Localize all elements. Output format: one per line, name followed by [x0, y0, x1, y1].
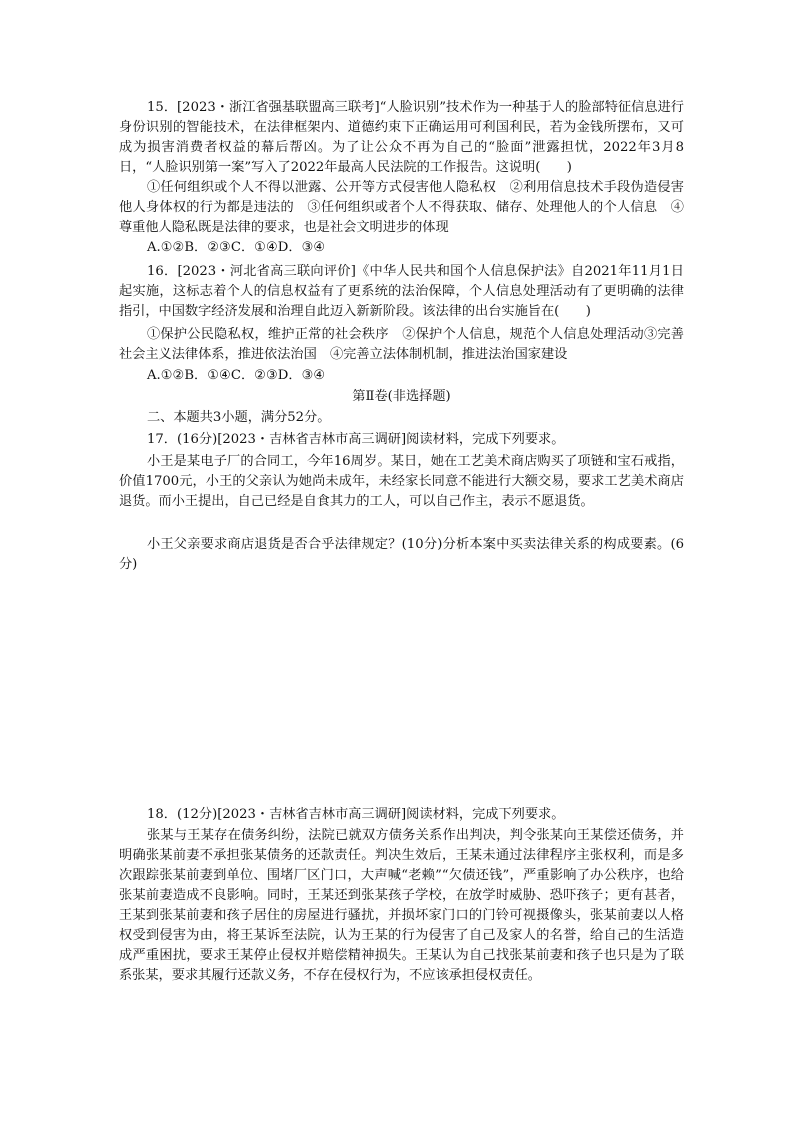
question-16-stem: 16．[2023・河北省高三联向评价]《中华人民共和国个人信息保护法》自2021年11月1日起实施，这标志着个人的信息权益有了更系统的法治保障，个人信息处理活动有了更明确的法律指引，中国数字经济发展和治理自此迈入新新阶段。该法律的出台实施旨在( )	[119, 264, 684, 319]
question-15-stem: 15．[2023・浙江省强基联盟高三联考]“人脸识别”技术作为一种基于人的脸部特征信息进行身份识别的智能技术，在法律框架内、道德约束下正确运用可利国利民，若为金钱所摆布，又可成为损害消费者权益的幕后帮凶。为了让公众不再为自己的“脸面”泄露担忧，2022年3月8日，“人脸识别第一案”写入了2022年最高人民法院的工作报告。这说明( )	[119, 100, 684, 175]
question-16-options: A.①②B．①④C．②③D．③④	[147, 368, 326, 383]
question-17-stem: 17．(16分)[2023・吉林省吉林市高三调研]阅读材料，完成下列要求。	[147, 432, 565, 447]
question-17-question: 小王父亲要求商店退货是否合乎法律规定？(10分)分析本案中买卖法律关系的构成要素。(6分)	[119, 537, 684, 572]
section-2-title: 第Ⅱ卷(非选择题)	[352, 389, 451, 404]
question-15-options: A.①②B．②③C．①④D．③④	[147, 240, 326, 255]
question-18-stem: 18．(12分)[2023・吉林省吉林市高三调研]阅读材料，完成下列要求。	[147, 807, 565, 822]
question-16-items: ①保护公民隐私权，维护正常的社会秩序 ②保护个人信息，规范个人信息处理活动③完善社会主义法律体系，推进依法治国 ④完善立法体制机制，推进法治国家建设	[119, 327, 684, 362]
question-18-material: 张某与王某存在债务纠纷，法院已就双方债务关系作出判决，判令张某向王某偿还债务，并明确张某前妻不承担张某债务的还款责任。判决生效后，王某未通过法律程序主张权利，而是多次跟踪张某前妻到单位、围堵厂区门口，大声喊“老赖”“欠债还钱”，严重影响了办公秩序，也给张某前妻造成不良影响。同时，王某还到张某孩子学校，在放学时威胁、恐吓孩子；更有甚者，王某到张某前妻和孩子居住的房屋进行骚扰，并损坏家门口的门铃可视摄像头，张某前妻以人格权受到侵害为由，将王某诉至法院，认为王某的行为侵害了自己及家人的名誉，给自己的生活造成严重困扰，要求王某停止侵权并赔偿精神损失。王某认为自己找张某前妻和孩子也只是为了联系张某，要求其履行还款义务，不存在侵权行为，不应该承担侵权责任。	[119, 828, 684, 983]
question-15-items: ①任何组织或个人不得以泄露、公开等方式侵害他人隐私权 ②利用信息技术手段伪造侵害他人身体权的行为都是违法的 ③任何组织或者个人不得获取、储存、处理他人的个人信息 ④尊重他人隐私既是法律的要求，也是社会文明进步的体现	[119, 180, 684, 235]
section-2-intro: 二、本题共3小题，满分52分。	[147, 410, 331, 425]
question-17-material: 小王是某电子厂的合同工，今年16周岁。某日，她在工艺美术商店购买了项链和宝石戒指，价值1700元，小王的父亲认为她尚未成年，未经家长同意不能进行大额交易，要求工艺美术商店退货。而小王提出，自己已经是自食其力的工人，可以自己作主，表示不愿退货。	[119, 454, 684, 509]
